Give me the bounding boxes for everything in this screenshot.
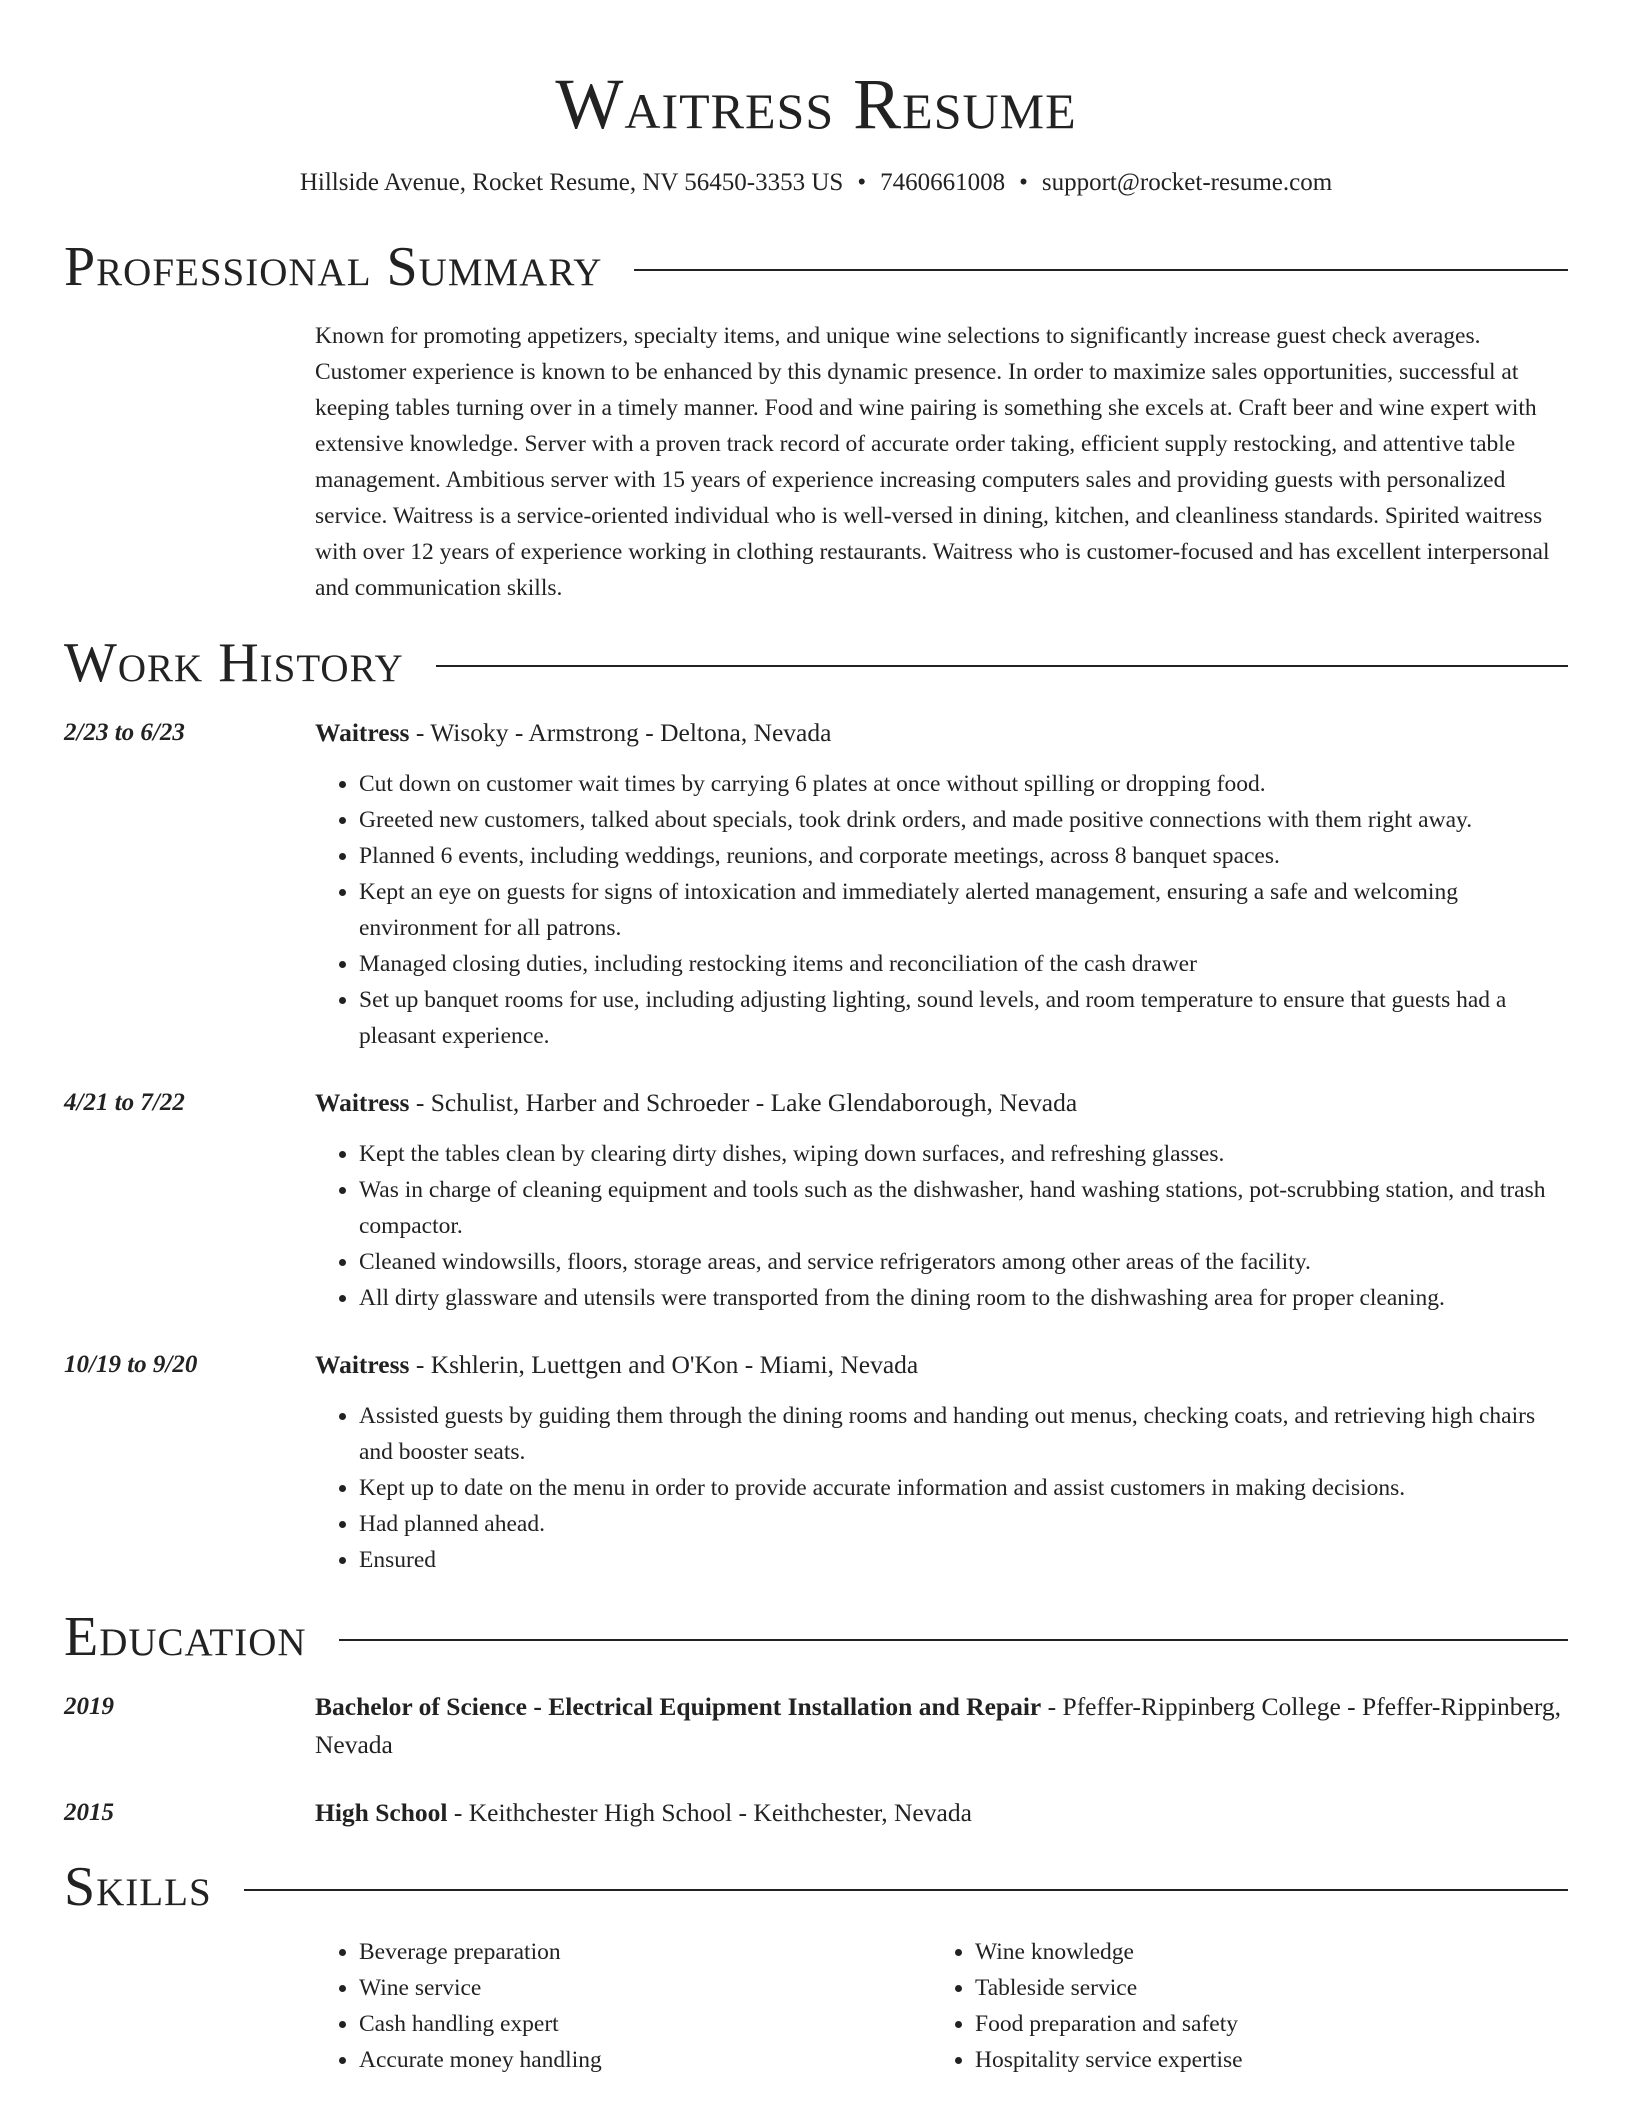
job-bullet: • Cleaned windowsills, floors, storage areas, and service refrigerators among other areas of the facility. — [359, 1244, 1568, 1280]
skill-item: • Food preparation and safety — [975, 2006, 1547, 2042]
education-date: 2015 — [64, 1799, 114, 1826]
job-bullet: • Ensured — [359, 1542, 1568, 1578]
section-header-education — [64, 1604, 1568, 1670]
contact-separator: • — [857, 169, 867, 196]
work-heading — [315, 1346, 1568, 1384]
education-heading — [315, 1688, 1568, 1764]
skill-item: • Cash handling expert — [359, 2006, 931, 2042]
job-bullet: • All dirty glassware and utensils were transported from the dining room to the dishwashing area for proper cleaning. — [359, 1280, 1568, 1316]
work-entry — [64, 1346, 1568, 1578]
education-entry — [64, 1794, 1568, 1832]
work-date: 2/23 to 6/23 — [64, 719, 185, 746]
skill-item: • Wine knowledge — [975, 1934, 1547, 1970]
job-details: - Wisoky - Armstrong - Deltona, Nevada — [409, 718, 832, 747]
section-divider — [244, 1889, 1568, 1891]
job-details: - Kshlerin, Luettgen and O'Kon - Miami, Nevada — [409, 1350, 919, 1379]
resume-page — [64, 0, 1568, 2078]
job-bullet-list — [315, 1136, 1568, 1316]
job-title: Waitress — [315, 1088, 410, 1117]
skill-item: • Accurate money handling — [359, 2042, 931, 2078]
work-heading — [315, 714, 1568, 752]
contact-email: support@rocket-resume.com — [1041, 169, 1333, 196]
job-bullet: • Set up banquet rooms for use, including adjusting lighting, sound levels, and room temperature to ensure that guests had a pleasant experience. — [359, 982, 1568, 1054]
job-bullet: • Kept up to date on the menu in order to provide accurate information and assist customers in making decisions. — [359, 1470, 1568, 1506]
job-bullet: • Kept an eye on guests for signs of intoxication and immediately alerted management, ensuring a safe and welcoming environment for all patrons. — [359, 874, 1568, 946]
skills-columns — [315, 1934, 1568, 2078]
skills-list-left — [315, 1934, 931, 2078]
contact-address: Hillside Avenue, Rocket Resume, NV 56450-3353 US — [299, 169, 844, 196]
section-header-work — [64, 630, 1568, 696]
degree-name: Bachelor of Science - Electrical Equipment Installation and Repair — [315, 1692, 1042, 1721]
work-body — [315, 1346, 1568, 1578]
section-title-education: Education — [64, 1606, 307, 1668]
skills-list-right — [931, 1934, 1547, 2078]
education-entry — [64, 1688, 1568, 1764]
skill-item: • Wine service — [359, 1970, 931, 2006]
work-date: 10/19 to 9/20 — [64, 1351, 198, 1378]
job-title: Waitress — [315, 1350, 410, 1379]
work-entry — [64, 714, 1568, 1054]
education-heading — [315, 1794, 1568, 1832]
job-bullet: • Kept the tables clean by clearing dirty dishes, wiping down surfaces, and refreshing glasses. — [359, 1136, 1568, 1172]
degree-name: High School — [315, 1798, 448, 1827]
job-bullet: • Was in charge of cleaning equipment and tools such as the dishwasher, hand washing stations, pot-scrubbing station, and trash compactor. — [359, 1172, 1568, 1244]
skill-item: • Hospitality service expertise — [975, 2042, 1547, 2078]
job-bullet: • Assisted guests by guiding them through the dining rooms and handing out menus, checking coats, and retrieving high chairs and booster seats. — [359, 1398, 1568, 1470]
school-details: - Keithchester High School - Keithchester, Nevada — [447, 1798, 972, 1827]
resume-title: Waitress Resume — [555, 64, 1077, 144]
education-date: 2019 — [64, 1693, 114, 1720]
section-title-summary: Professional Summary — [64, 236, 603, 298]
skill-item: • Tableside service — [975, 1970, 1547, 2006]
work-heading — [315, 1084, 1568, 1122]
job-bullet: • Planned 6 events, including weddings, reunions, and corporate meetings, across 8 banquet spaces. — [359, 838, 1568, 874]
contact-separator: • — [1019, 169, 1028, 196]
section-divider — [634, 269, 1568, 271]
section-divider — [339, 1639, 1568, 1641]
work-body — [315, 1084, 1568, 1316]
education-body — [315, 1688, 1568, 1764]
job-title: Waitress — [315, 718, 410, 747]
job-bullet-list — [315, 766, 1568, 1054]
job-bullet-list — [315, 1398, 1568, 1578]
work-entry — [64, 1084, 1568, 1316]
job-bullet: • Cut down on customer wait times by carrying 6 plates at once without spilling or dropping food. — [359, 766, 1568, 802]
work-date: 4/21 to 7/22 — [64, 1089, 185, 1116]
section-title-work: Work History — [64, 632, 404, 694]
skill-item: • Beverage preparation — [359, 1934, 931, 1970]
school-details: - Pfeffer-Rippinberg College - Pfeffer-Rippinberg, Nevada — [315, 1692, 1561, 1759]
section-header-skills — [64, 1854, 1568, 1920]
job-bullet: • Managed closing duties, including restocking items and reconciliation of the cash drawer — [359, 946, 1568, 982]
section-title-skills: Skills — [64, 1856, 212, 1918]
job-details: - Schulist, Harber and Schroeder - Lake Glendaborough, Nevada — [409, 1088, 1078, 1117]
section-header-summary — [64, 234, 1568, 300]
section-divider — [436, 665, 1568, 667]
contact-line — [64, 166, 1568, 200]
job-bullet: • Had planned ahead. — [359, 1506, 1568, 1542]
work-body — [315, 714, 1568, 1054]
summary-text: Known for promoting appetizers, specialty items, and unique wine selections to significantly increase guest check averages. Customer experience is known to be enhanced by this dynamic presence. In order to maximize sales opportunities, successful at keeping tables turning over in a timely manner. Food and wine pairing is something she excels at. Craft beer and wine expert with extensive knowledge. Server with a proven track record of accurate order taking, efficient supply restocking, and attentive table management. Ambitious server with 15 years of experience increasing computers sales and providing guests with personalized service. Waitress is a service-oriented individual who is well-versed in dining, kitchen, and cleanliness standards. Spirited waitress with over 12 years of experience working in clothing restaurants. Waitress who is customer-focused and has excellent interpersonal and communication skills. — [315, 323, 1550, 601]
job-bullet: • Greeted new customers, talked about specials, took drink orders, and made positive connections with them right away. — [359, 802, 1568, 838]
contact-phone: 7460661008 — [880, 169, 1006, 196]
education-body — [315, 1794, 1568, 1832]
